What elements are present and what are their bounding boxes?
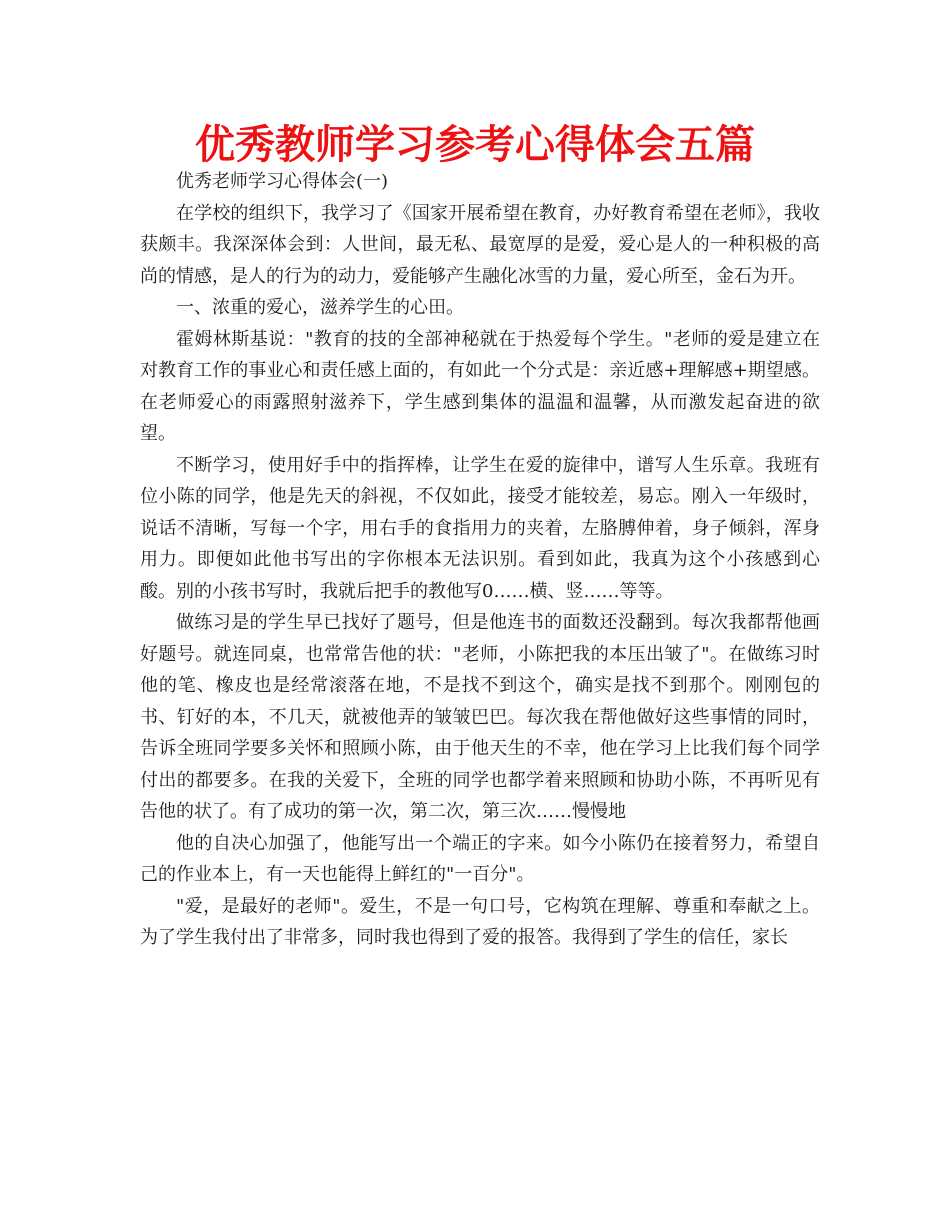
paragraph-section-heading: 优秀老师学习心得体会(一) bbox=[176, 171, 389, 192]
paragraph: 他的自决心加强了，他能写出一个端正的字来。如今小陈仍在接着努力，希望自己的作业本上，有一天也能得上鲜红的"一百分"。 bbox=[140, 832, 820, 885]
document-title: 优秀教师学习参考心得体会五篇 bbox=[195, 122, 755, 168]
document-body bbox=[140, 166, 820, 954]
paragraph: 霍姆林斯基说："教育的技的全部神秘就在于热爱每个学生。"老师的爱是建立在对教育工作的事业心和责任感上面的，有如此一个分式是：亲近感+理解感+期望感。在老师爱心的雨露照射滋养下，学生感到集体的温温和温馨，从而激发起奋进的欲望。 bbox=[140, 328, 820, 444]
paragraph: 不断学习，使用好手中的指挥棒，让学生在爱的旋律中，谱写人生乐章。我班有位小陈的同学，他是先天的斜视，不仅如此，接受才能较差，易忘。刚入一年级时，说话不清晰，写每一个字，用右手的食指用力的夹着，左胳膊伸着，身子倾斜，浑身用力。即便如此他书写出的字你根本无法识别。看到如此，我真为这个小孩感到心酸。别的小孩书写时，我就后把手的教他写0……横、竖……等等。 bbox=[140, 454, 820, 602]
paragraph: 做练习是的学生早已找好了题号，但是他连书的面数还没翻到。每次我都帮他画好题号。就连同桌，也常常告他的状："老师，小陈把我的本压出皱了"。在做练习时他的笔、橡皮也是经常滚落在地，不是找不到这个，确实是找不到那个。刚刚包的书、钉好的本，不几天，就被他弄的皱皱巴巴。每次我在帮他做好这些事情的同时，告诉全班同学要多关怀和照顾小陈，由于他天生的不幸，他在学习上比我们每个同学付出的都要多。在我的关爱下，全班的同学也都学着来照顾和协助小陈，不再听见有告他的状了。有了成功的第一次，第二次，第三次……慢慢地 bbox=[140, 612, 820, 822]
paragraph: "爱，是最好的老师"。爱生，不是一句口号，它构筑在理解、尊重和奉献之上。为了学生我付出了非常多，同时我也得到了爱的报答。我得到了学生的信任，家长 bbox=[140, 895, 820, 948]
paragraph-subheading: 一、浓重的爱心，滋养学生的心田。 bbox=[176, 297, 464, 318]
paragraph: 在学校的组织下，我学习了《国家开展希望在教育，办好教育希望在老师》，我收获颇丰。我深深体会到：人世间，最无私、最宽厚的是爱，爱心是人的一种积极的高尚的情感，是人的行为的动力，爱能够产生融化冰雪的力量，爱心所至，金石为开。 bbox=[140, 202, 820, 287]
